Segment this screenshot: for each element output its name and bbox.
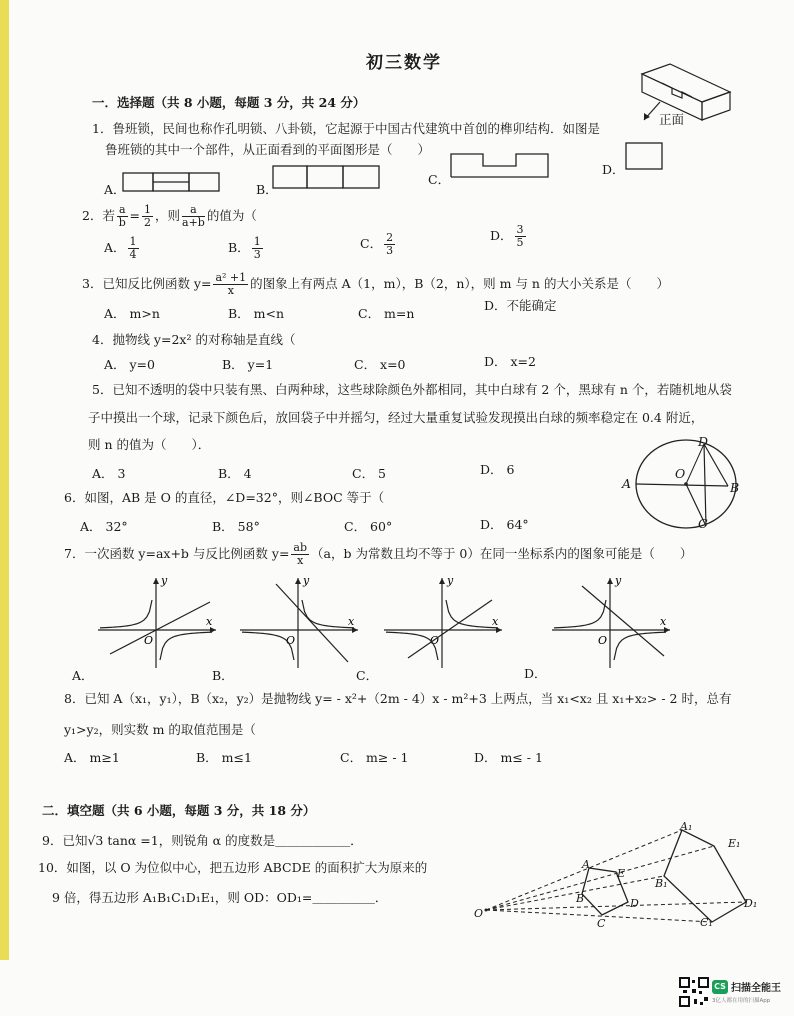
q2-option-d (490, 224, 528, 249)
q7c-origin-label: O (430, 634, 440, 647)
q10-label-e: E (617, 867, 626, 880)
q1-block-figure (630, 62, 740, 152)
q7-fraction (291, 542, 309, 567)
q2-d-num: 3 (516, 223, 524, 236)
q3-option-c: C． m=n (358, 306, 415, 321)
q2-fraction-half (142, 204, 153, 229)
q2-option-a-frac (128, 236, 139, 261)
q4-option-c: C． x=0 (354, 357, 406, 372)
q2-fraction-a-over-apb (182, 204, 205, 229)
q2-option-c-label: C． (360, 236, 383, 251)
q2-b-den: 3 (253, 248, 261, 261)
q2-option-b-frac (252, 236, 263, 261)
q2-eq: = (129, 208, 140, 223)
q6-label-o: O (675, 466, 686, 481)
q6-option-a: A． 32° (80, 519, 128, 534)
q7-option-a: A． (72, 668, 94, 683)
section2-heading: 二．填空题（共 6 小题，每题 3 分，共 18 分） (42, 803, 316, 818)
q6-label-c: C (698, 516, 708, 531)
q8-option-a: A． m≥1 (64, 750, 120, 765)
camscanner-tagline: 3亿人都在用的扫描App (712, 998, 771, 1004)
q3-fraction (213, 272, 248, 297)
q2-f2-den: 2 (144, 216, 151, 229)
q8-option-c: C． m≥ - 1 (340, 750, 409, 765)
q2-stem (82, 204, 257, 229)
q7a-y-arrow (153, 578, 159, 584)
q7a-hyperbola-branch-1 (100, 600, 152, 628)
q8-option-d: D． m≤ - 1 (474, 750, 543, 765)
q2-option-a-label: A． (104, 240, 126, 255)
q1-option-b-figure (272, 165, 382, 189)
q2-option-a (104, 236, 141, 261)
q7b-y-label: y (303, 574, 310, 587)
q7-graph-c (380, 572, 510, 672)
q7d-hyperbola-branch-1 (554, 600, 606, 628)
q7d-origin-label: O (598, 634, 608, 647)
q3-suffix: 的图象上有两点 A（1，m），B（2，n），则 m 与 n 的大小关系是（ ） (250, 276, 669, 291)
q8-option-b: B． m≤1 (196, 750, 252, 765)
q3-option-a: A． m>n (104, 306, 160, 321)
qr-code-icon (679, 977, 709, 1007)
q4-option-d: D． x=2 (484, 354, 536, 369)
q1-option-d-figure (625, 142, 665, 170)
q5-option-c: C． 5 (352, 466, 386, 481)
q2-prefix: 2．若 (82, 208, 115, 223)
q9-stem: 9．已知√3 tanα =1，则锐角 α 的度数是＿＿＿＿＿＿． (42, 833, 363, 848)
q5-line1: 5．已知不透明的袋中只装有黑、白两种球，这些球除颜色外都相同，其中白球有 2 个，黑球有 n 个，若随机地从袋 (92, 382, 732, 397)
q3-option-d: D．不能确定 (484, 298, 557, 313)
q7-prefix: 7．一次函数 y=ax+b 与反比例函数 y= (64, 546, 290, 561)
q1-option-c-label: C． (428, 172, 451, 187)
q10-label-b1: B₁ (655, 877, 668, 890)
q7c-y-arrow (439, 578, 445, 584)
q2-option-d-label: D． (490, 228, 513, 243)
q1-line2: 鲁班锁的其中一个部件，从正面看到的平面图形是（ ） (105, 142, 431, 157)
q5-option-d: D． 6 (480, 462, 515, 477)
q6-option-c: C． 60° (344, 519, 393, 534)
q7c-x-label: x (492, 615, 499, 628)
q10-line1: 10．如图，以 O 为位似中心，把五边形 ABCDE 的面积扩大为原来的 (38, 860, 428, 875)
q1-line1: 1．鲁班锁，民间也称作孔明锁、八卦锁，它起源于中国古代建筑中首创的榫卯结构．如图是 (92, 121, 600, 136)
q3-den: x (227, 284, 234, 297)
q2-f3-num: a (182, 204, 205, 217)
q7a-y-label: y (161, 574, 168, 587)
q2-f2-num: 1 (144, 203, 151, 216)
q6-option-d: D． 64° (480, 517, 529, 532)
paper-edge (0, 0, 9, 960)
q1-front-label: 正面 (659, 112, 685, 127)
q7c-line (408, 600, 492, 658)
q6-option-b: B． 58° (212, 519, 260, 534)
q2-mid: ，则 (155, 208, 181, 223)
q10-label-b: B (576, 892, 585, 905)
q10-label-a1: A₁ (680, 820, 693, 833)
q7a-hyperbola-branch-2 (160, 632, 212, 660)
q2-option-c (360, 232, 397, 257)
q2-b-num: 1 (253, 235, 261, 248)
q7-graph-d (548, 572, 678, 672)
q10-label-o: O (474, 907, 484, 920)
q7-den: x (297, 554, 304, 567)
page-title: 初三数学 (366, 53, 442, 73)
q3-num: a² +1 (215, 271, 247, 284)
q10-label-d1: D₁ (744, 897, 758, 910)
q4-option-b: B． y=1 (222, 357, 274, 372)
q7d-y-label: y (615, 574, 622, 587)
q7b-origin-label: O (286, 634, 296, 647)
q2-suffix: 的值为（ (206, 208, 257, 223)
q2-fraction-a-over-b (117, 204, 128, 229)
q10-label-c1: C₁ (700, 916, 713, 929)
q10-line2: 9 倍，得五边形 A₁B₁C₁D₁E₁，则 OD：OD₁=＿＿＿＿＿． (52, 890, 388, 905)
q3-option-b: B． m<n (228, 306, 285, 321)
q7-graph-b (236, 572, 366, 672)
q5-line3: 则 n 的值为（ ）． (88, 437, 211, 452)
q5-line2: 子中摸出一个球，记录下颜色后，放回袋子中并摇匀，经过大量重复试验发现摸出白球的频率稳定在 0.4 附近， (88, 410, 704, 425)
q4-stem: 4．抛物线 y=2x² 的对称轴是直线（ (92, 332, 296, 347)
q7b-line (276, 584, 348, 662)
q1-option-a-figure (122, 172, 222, 192)
q2-c-den: 3 (386, 244, 394, 257)
q2-a-den: 4 (129, 248, 137, 261)
q7b-y-arrow (295, 578, 301, 584)
section1-heading: 一．选择题（共 8 小题，每题 3 分，共 24 分） (92, 95, 366, 110)
q3-stem (82, 272, 669, 297)
camscanner-app-name: 扫描全能王 (731, 983, 781, 994)
q10-label-e1: E₁ (728, 837, 741, 850)
q2-d-den: 5 (516, 236, 524, 249)
q1-option-a-label: A． (104, 182, 126, 197)
q4-option-a: A． y=0 (104, 357, 155, 372)
q5-option-b: B． 4 (218, 466, 252, 481)
q7-option-d: D． (524, 666, 547, 681)
q1-option-b-label: B． (256, 182, 278, 197)
q6-stem: 6．如图，AB 是 O 的直径，∠D=32°，则∠BOC 等于（ (64, 490, 385, 505)
q7-option-c: C． (356, 668, 379, 683)
q7b-hyperbola-branch-1 (302, 600, 354, 628)
q3-prefix: 3．已知反比例函数 y= (82, 276, 212, 291)
camscanner-logo: CS (712, 980, 728, 994)
q10-label-c: C (597, 917, 606, 930)
q2-option-b-label: B． (228, 240, 250, 255)
q8-line1: 8．已知 A（x₁，y₁），B（x₂，y₂）是抛物线 y= - x²+（2m - 4）x - m²+3 上两点，当 x₁<x₂ 且 x₁+x₂> - 2 时，总有 (64, 691, 732, 706)
q6-label-d: D (698, 434, 709, 449)
q7c-y-label: y (447, 574, 454, 587)
q7-stem (64, 542, 692, 567)
q1-option-c-figure (450, 152, 550, 178)
q7d-line (582, 586, 664, 656)
q2-option-b (228, 236, 265, 261)
q2-f1-num: a (118, 203, 126, 216)
q2-option-c-frac (384, 232, 395, 257)
q1-option-d-label: D． (602, 162, 625, 177)
q7d-y-arrow (607, 578, 613, 584)
q2-option-d-frac (515, 224, 526, 249)
q6-label-a: A (622, 476, 632, 491)
q8-line2: y₁>y₂，则实数 m 的取值范围是（ (64, 722, 256, 737)
q2-a-num: 1 (129, 235, 137, 248)
q5-option-a: A． 3 (92, 466, 126, 481)
q7-num: ab (293, 541, 308, 554)
q6-label-b: B (730, 480, 740, 495)
q7a-origin-label: O (144, 634, 154, 647)
q7-suffix: （a，b 为常数且均不等于 0）在同一坐标系内的图象可能是（ ） (311, 546, 693, 561)
q2-f1-den: b (118, 216, 126, 229)
q10-label-a: A (582, 858, 590, 871)
q7b-x-label: x (348, 615, 355, 628)
q7a-x-label: x (206, 615, 213, 628)
q2-c-num: 2 (386, 231, 394, 244)
q10-label-d: D (630, 897, 639, 910)
q7d-hyperbola-branch-2 (614, 632, 666, 660)
q2-f3-den: a+b (182, 216, 205, 229)
q7d-x-label: x (660, 615, 667, 628)
q7-graph-a (94, 572, 224, 672)
q7a-line (110, 602, 210, 654)
q7-option-b: B． (212, 668, 234, 683)
